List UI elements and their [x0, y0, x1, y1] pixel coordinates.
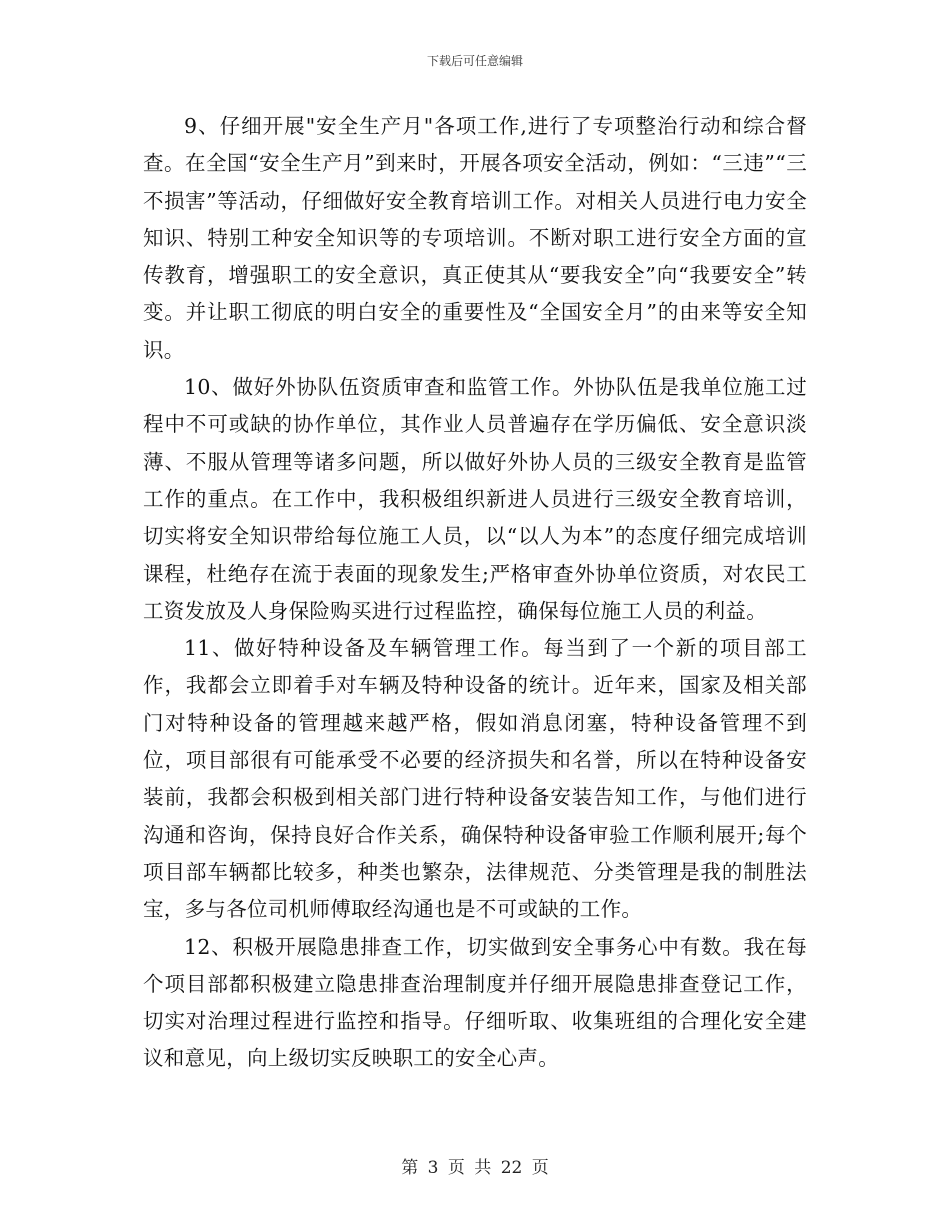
document-body [143, 108, 807, 1078]
page-header: 下载后可任意编辑 [426, 54, 523, 68]
paragraph-item-11: 11、做好特种设备及车辆管理工作。每当到了一个新的项目部工作，我都会立即着手对车辆及特种设备的统计。近年来，国家及相关部门对特种设备的管理越来越严格，假如消息闭塞，特种设备管理不到位，项目部很有可能承受不必要的经济损失和名誉，所以在特种设备安装前，我都会积极到相关部门进行特种设备安装告知工作，与他们进行沟通和咨询，保持良好合作关系，确保特种设备审验工作顺利展开;每个项目部车辆都比较多，种类也繁杂，法律规范、分类管理是我的制胜法宝，多与各位司机师傅取经沟通也是不可或缺的工作。 [143, 636, 807, 922]
paragraph-item-10: 10、做好外协队伍资质审查和监管工作。外协队伍是我单位施工过程中不可或缺的协作单位，其作业人员普遍存在学历偏低、安全意识淡薄、不服从管理等诸多问题，所以做好外协人员的三级安全教育是监管工作的重点。在工作中，我积极组织新进人员进行三级安全教育培训，切实将安全知识带给每位施工人员，以“以人为本”的态度仔细完成培训课程，杜绝存在流于表面的现象发生;严格审查外协单位资质，对农民工工资发放及人身保险购买进行过程监控，确保每位施工人员的利益。 [143, 375, 807, 623]
page-number-footer: 第 3 页 共 22 页 [401, 1158, 549, 1178]
paragraph-item-12: 12、积极开展隐患排查工作，切实做到安全事务心中有数。我在每个项目部都积极建立隐患排查治理制度并仔细开展隐患排查登记工作，切实对治理过程进行监控和指导。仔细听取、收集班组的合理化安全建议和意见，向上级切实反映职工的安全心声。 [143, 934, 807, 1071]
paragraph-item-9: 9、仔细开展"安全生产月"各项工作,进行了专项整治行动和综合督查。在全国“安全生产月”到来时，开展各项安全活动，例如：“三违”“三不损害”等活动，仔细做好安全教育培训工作。对相关人员进行电力安全知识、特别工种安全知识等的专项培训。不断对职工进行安全方面的宣传教育，增强职工的安全意识，真正使其从“要我安全”向“我要安全”转变。并让职工彻底的明白安全的重要性及“全国安全月”的由来等安全知识。 [143, 114, 807, 362]
